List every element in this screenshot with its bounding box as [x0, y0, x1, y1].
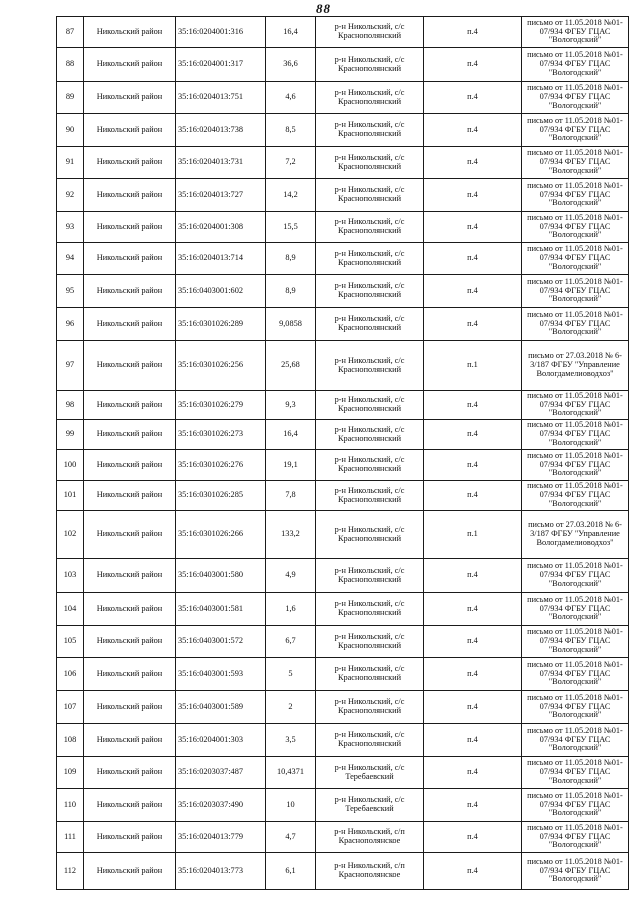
basis-document-cell: письмо от 11.05.2018 №01-07/934 ФГБУ ГЦАС "Вологодский" — [522, 789, 629, 822]
clause-cell: п.1 — [424, 511, 522, 559]
clause-cell: п.4 — [424, 212, 522, 243]
table-row — [57, 853, 629, 890]
location-cell: р-н Никольский, с/с Теребаевский — [316, 757, 424, 789]
location-cell: р-н Никольский, с/с Краснополянский — [316, 212, 424, 243]
district-cell: Никольский район — [84, 691, 176, 724]
district-cell: Никольский район — [84, 17, 176, 48]
location-cell: р-н Никольский, с/с Краснополянский — [316, 559, 424, 593]
district-cell: Никольский район — [84, 212, 176, 243]
location-cell: р-н Никольский, с/с Краснополянский — [316, 48, 424, 82]
area-cell: 4,6 — [266, 82, 316, 114]
table-row — [57, 114, 629, 147]
district-cell: Никольский район — [84, 391, 176, 420]
basis-document-cell: письмо от 11.05.2018 №01-07/934 ФГБУ ГЦАС "Вологодский" — [522, 114, 629, 147]
area-cell: 8,5 — [266, 114, 316, 147]
district-cell: Никольский район — [84, 147, 176, 179]
table-row — [57, 724, 629, 757]
cadastral-number-cell: 35:16:0204001:308 — [176, 212, 266, 243]
table-row — [57, 757, 629, 789]
district-cell: Никольский район — [84, 481, 176, 511]
land-plots-table — [56, 16, 629, 890]
row-number: 89 — [57, 82, 84, 114]
area-cell: 14,2 — [266, 179, 316, 212]
cadastral-number-cell: 35:16:0204013:731 — [176, 147, 266, 179]
area-cell: 8,9 — [266, 275, 316, 308]
clause-cell: п.4 — [424, 420, 522, 450]
row-number: 99 — [57, 420, 84, 450]
row-number: 87 — [57, 17, 84, 48]
clause-cell: п.4 — [424, 658, 522, 691]
cadastral-number-cell: 35:16:0301026:276 — [176, 450, 266, 481]
district-cell: Никольский район — [84, 48, 176, 82]
district-cell: Никольский район — [84, 789, 176, 822]
location-cell: р-н Никольский, с/с Краснополянский — [316, 147, 424, 179]
district-cell: Никольский район — [84, 341, 176, 391]
basis-document-cell: письмо от 11.05.2018 №01-07/934 ФГБУ ГЦАС "Вологодский" — [522, 17, 629, 48]
area-cell: 16,4 — [266, 17, 316, 48]
cadastral-number-cell: 35:16:0204001:303 — [176, 724, 266, 757]
basis-document-cell: письмо от 11.05.2018 №01-07/934 ФГБУ ГЦАС "Вологодский" — [522, 420, 629, 450]
table-row — [57, 450, 629, 481]
table-row — [57, 481, 629, 511]
location-cell: р-н Никольский, с/с Краснополянский — [316, 420, 424, 450]
district-cell: Никольский район — [84, 593, 176, 626]
cadastral-number-cell: 35:16:0204013:751 — [176, 82, 266, 114]
area-cell: 10,4371 — [266, 757, 316, 789]
row-number: 102 — [57, 511, 84, 559]
district-cell: Никольский район — [84, 853, 176, 890]
table-row — [57, 420, 629, 450]
area-cell: 10 — [266, 789, 316, 822]
cadastral-number-cell: 35:16:0203037:490 — [176, 789, 266, 822]
area-cell: 4,9 — [266, 559, 316, 593]
location-cell: р-н Никольский, с/с Краснополянский — [316, 658, 424, 691]
clause-cell: п.4 — [424, 724, 522, 757]
row-number: 96 — [57, 308, 84, 341]
area-cell: 6,1 — [266, 853, 316, 890]
clause-cell: п.4 — [424, 308, 522, 341]
clause-cell: п.4 — [424, 691, 522, 724]
basis-document-cell: письмо от 11.05.2018 №01-07/934 ФГБУ ГЦАС "Вологодский" — [522, 853, 629, 890]
basis-document-cell: письмо от 27.03.2018 № 6-3/187 ФГБУ "Управление Вологдамелиоводхоз" — [522, 511, 629, 559]
cadastral-number-cell: 35:16:0204013:779 — [176, 822, 266, 853]
location-cell: р-н Никольский, с/с Краснополянский — [316, 243, 424, 275]
row-number: 103 — [57, 559, 84, 593]
basis-document-cell: письмо от 11.05.2018 №01-07/934 ФГБУ ГЦАС "Вологодский" — [522, 275, 629, 308]
row-number: 97 — [57, 341, 84, 391]
row-number: 88 — [57, 48, 84, 82]
table-row — [57, 147, 629, 179]
cadastral-number-cell: 35:16:0301026:285 — [176, 481, 266, 511]
row-number: 101 — [57, 481, 84, 511]
table-row — [57, 691, 629, 724]
district-cell: Никольский район — [84, 511, 176, 559]
area-cell: 2 — [266, 691, 316, 724]
location-cell: р-н Никольский, с/с Теребаевский — [316, 789, 424, 822]
basis-document-cell: письмо от 11.05.2018 №01-07/934 ФГБУ ГЦАС "Вологодский" — [522, 658, 629, 691]
district-cell: Никольский район — [84, 559, 176, 593]
cadastral-number-cell: 35:16:0403001:593 — [176, 658, 266, 691]
row-number: 107 — [57, 691, 84, 724]
basis-document-cell: письмо от 11.05.2018 №01-07/934 ФГБУ ГЦАС "Вологодский" — [522, 82, 629, 114]
location-cell: р-н Никольский, с/с Краснополянский — [316, 481, 424, 511]
cadastral-number-cell: 35:16:0403001:581 — [176, 593, 266, 626]
basis-document-cell: письмо от 11.05.2018 №01-07/934 ФГБУ ГЦАС "Вологодский" — [522, 147, 629, 179]
location-cell: р-н Никольский, с/с Краснополянский — [316, 593, 424, 626]
location-cell: р-н Никольский, с/с Краснополянский — [316, 82, 424, 114]
cadastral-number-cell: 35:16:0204013:773 — [176, 853, 266, 890]
area-cell: 7,8 — [266, 481, 316, 511]
table-row — [57, 511, 629, 559]
cadastral-number-cell: 35:16:0301026:279 — [176, 391, 266, 420]
table-row — [57, 82, 629, 114]
basis-document-cell: письмо от 11.05.2018 №01-07/934 ФГБУ ГЦАС "Вологодский" — [522, 481, 629, 511]
table-row — [57, 243, 629, 275]
clause-cell: п.4 — [424, 17, 522, 48]
clause-cell: п.4 — [424, 450, 522, 481]
row-number: 90 — [57, 114, 84, 147]
row-number: 111 — [57, 822, 84, 853]
basis-document-cell: письмо от 11.05.2018 №01-07/934 ФГБУ ГЦАС "Вологодский" — [522, 450, 629, 481]
basis-document-cell: письмо от 11.05.2018 №01-07/934 ФГБУ ГЦАС "Вологодский" — [522, 212, 629, 243]
clause-cell: п.4 — [424, 593, 522, 626]
area-cell: 4,7 — [266, 822, 316, 853]
district-cell: Никольский район — [84, 114, 176, 147]
clause-cell: п.4 — [424, 48, 522, 82]
table-row — [57, 341, 629, 391]
table-row — [57, 822, 629, 853]
table-row — [57, 626, 629, 658]
cadastral-number-cell: 35:16:0204013:714 — [176, 243, 266, 275]
table-row — [57, 17, 629, 48]
table-row — [57, 308, 629, 341]
clause-cell: п.4 — [424, 82, 522, 114]
clause-cell: п.4 — [424, 789, 522, 822]
area-cell: 1,6 — [266, 593, 316, 626]
cadastral-number-cell: 35:16:0301026:273 — [176, 420, 266, 450]
cadastral-number-cell: 35:16:0301026:266 — [176, 511, 266, 559]
table-body — [57, 17, 629, 890]
clause-cell: п.4 — [424, 559, 522, 593]
basis-document-cell: письмо от 11.05.2018 №01-07/934 ФГБУ ГЦАС "Вологодский" — [522, 391, 629, 420]
clause-cell: п.4 — [424, 275, 522, 308]
table-row — [57, 593, 629, 626]
district-cell: Никольский район — [84, 757, 176, 789]
basis-document-cell: письмо от 11.05.2018 №01-07/934 ФГБУ ГЦАС "Вологодский" — [522, 243, 629, 275]
table-row — [57, 275, 629, 308]
location-cell: р-н Никольский, с/с Краснополянский — [316, 450, 424, 481]
table-row — [57, 212, 629, 243]
area-cell: 36,6 — [266, 48, 316, 82]
table-row — [57, 559, 629, 593]
row-number: 112 — [57, 853, 84, 890]
clause-cell: п.1 — [424, 341, 522, 391]
location-cell: р-н Никольский, с/с Краснополянский — [316, 511, 424, 559]
area-cell: 7,2 — [266, 147, 316, 179]
row-number: 100 — [57, 450, 84, 481]
district-cell: Никольский район — [84, 626, 176, 658]
clause-cell: п.4 — [424, 114, 522, 147]
row-number: 104 — [57, 593, 84, 626]
location-cell: р-н Никольский, с/с Краснополянский — [316, 626, 424, 658]
cadastral-number-cell: 35:16:0204001:316 — [176, 17, 266, 48]
location-cell: р-н Никольский, с/с Краснополянский — [316, 724, 424, 757]
row-number: 94 — [57, 243, 84, 275]
area-cell: 3,5 — [266, 724, 316, 757]
district-cell: Никольский район — [84, 275, 176, 308]
location-cell: р-н Никольский, с/с Краснополянский — [316, 179, 424, 212]
location-cell: р-н Никольский, с/с Краснополянский — [316, 275, 424, 308]
basis-document-cell: письмо от 11.05.2018 №01-07/934 ФГБУ ГЦАС "Вологодский" — [522, 691, 629, 724]
table-row — [57, 48, 629, 82]
clause-cell: п.4 — [424, 822, 522, 853]
location-cell: р-н Никольский, с/п Краснополянское — [316, 853, 424, 890]
basis-document-cell: письмо от 11.05.2018 №01-07/934 ФГБУ ГЦАС "Вологодский" — [522, 593, 629, 626]
row-number: 106 — [57, 658, 84, 691]
location-cell: р-н Никольский, с/с Краснополянский — [316, 114, 424, 147]
location-cell: р-н Никольский, с/с Краснополянский — [316, 341, 424, 391]
cadastral-number-cell: 35:16:0204001:317 — [176, 48, 266, 82]
cadastral-number-cell: 35:16:0403001:572 — [176, 626, 266, 658]
clause-cell: п.4 — [424, 179, 522, 212]
area-cell: 15,5 — [266, 212, 316, 243]
row-number: 95 — [57, 275, 84, 308]
row-number: 109 — [57, 757, 84, 789]
cadastral-number-cell: 35:16:0204013:738 — [176, 114, 266, 147]
row-number: 105 — [57, 626, 84, 658]
district-cell: Никольский район — [84, 308, 176, 341]
basis-document-cell: письмо от 11.05.2018 №01-07/934 ФГБУ ГЦАС "Вологодский" — [522, 822, 629, 853]
clause-cell: п.4 — [424, 757, 522, 789]
location-cell: р-н Никольский, с/п Краснополянское — [316, 822, 424, 853]
cadastral-number-cell: 35:16:0203037:487 — [176, 757, 266, 789]
page-number: 88 — [316, 1, 331, 16]
area-cell: 19,1 — [266, 450, 316, 481]
row-number: 98 — [57, 391, 84, 420]
location-cell: р-н Никольский, с/с Краснополянский — [316, 308, 424, 341]
location-cell: р-н Никольский, с/с Краснополянский — [316, 17, 424, 48]
area-cell: 133,2 — [266, 511, 316, 559]
table-row — [57, 391, 629, 420]
district-cell: Никольский район — [84, 724, 176, 757]
district-cell: Никольский район — [84, 450, 176, 481]
area-cell: 25,68 — [266, 341, 316, 391]
cadastral-number-cell: 35:16:0403001:602 — [176, 275, 266, 308]
cadastral-number-cell: 35:16:0204013:727 — [176, 179, 266, 212]
basis-document-cell: письмо от 11.05.2018 №01-07/934 ФГБУ ГЦАС "Вологодский" — [522, 308, 629, 341]
district-cell: Никольский район — [84, 658, 176, 691]
cadastral-number-cell: 35:16:0403001:580 — [176, 559, 266, 593]
clause-cell: п.4 — [424, 481, 522, 511]
cadastral-number-cell: 35:16:0403001:589 — [176, 691, 266, 724]
cadastral-number-cell: 35:16:0301026:256 — [176, 341, 266, 391]
clause-cell: п.4 — [424, 243, 522, 275]
area-cell: 9,3 — [266, 391, 316, 420]
row-number: 91 — [57, 147, 84, 179]
clause-cell: п.4 — [424, 147, 522, 179]
cadastral-number-cell: 35:16:0301026:289 — [176, 308, 266, 341]
area-cell: 5 — [266, 658, 316, 691]
district-cell: Никольский район — [84, 420, 176, 450]
district-cell: Никольский район — [84, 82, 176, 114]
district-cell: Никольский район — [84, 822, 176, 853]
basis-document-cell: письмо от 11.05.2018 №01-07/934 ФГБУ ГЦАС "Вологодский" — [522, 757, 629, 789]
row-number: 92 — [57, 179, 84, 212]
basis-document-cell: письмо от 11.05.2018 №01-07/934 ФГБУ ГЦАС "Вологодский" — [522, 626, 629, 658]
row-number: 108 — [57, 724, 84, 757]
location-cell: р-н Никольский, с/с Краснополянский — [316, 391, 424, 420]
district-cell: Никольский район — [84, 179, 176, 212]
table-row — [57, 789, 629, 822]
basis-document-cell: письмо от 11.05.2018 №01-07/934 ФГБУ ГЦАС "Вологодский" — [522, 179, 629, 212]
district-cell: Никольский район — [84, 243, 176, 275]
row-number: 110 — [57, 789, 84, 822]
area-cell: 8,9 — [266, 243, 316, 275]
clause-cell: п.4 — [424, 391, 522, 420]
table-row — [57, 179, 629, 212]
table-row — [57, 658, 629, 691]
area-cell: 16,4 — [266, 420, 316, 450]
basis-document-cell: письмо от 11.05.2018 №01-07/934 ФГБУ ГЦАС "Вологодский" — [522, 48, 629, 82]
basis-document-cell: письмо от 11.05.2018 №01-07/934 ФГБУ ГЦАС "Вологодский" — [522, 559, 629, 593]
location-cell: р-н Никольский, с/с Краснополянский — [316, 691, 424, 724]
basis-document-cell: письмо от 11.05.2018 №01-07/934 ФГБУ ГЦАС "Вологодский" — [522, 724, 629, 757]
clause-cell: п.4 — [424, 853, 522, 890]
area-cell: 9,0858 — [266, 308, 316, 341]
clause-cell: п.4 — [424, 626, 522, 658]
basis-document-cell: письмо от 27.03.2018 № 6-3/187 ФГБУ "Управление Вологдамелиоводхоз" — [522, 341, 629, 391]
row-number: 93 — [57, 212, 84, 243]
area-cell: 6,7 — [266, 626, 316, 658]
